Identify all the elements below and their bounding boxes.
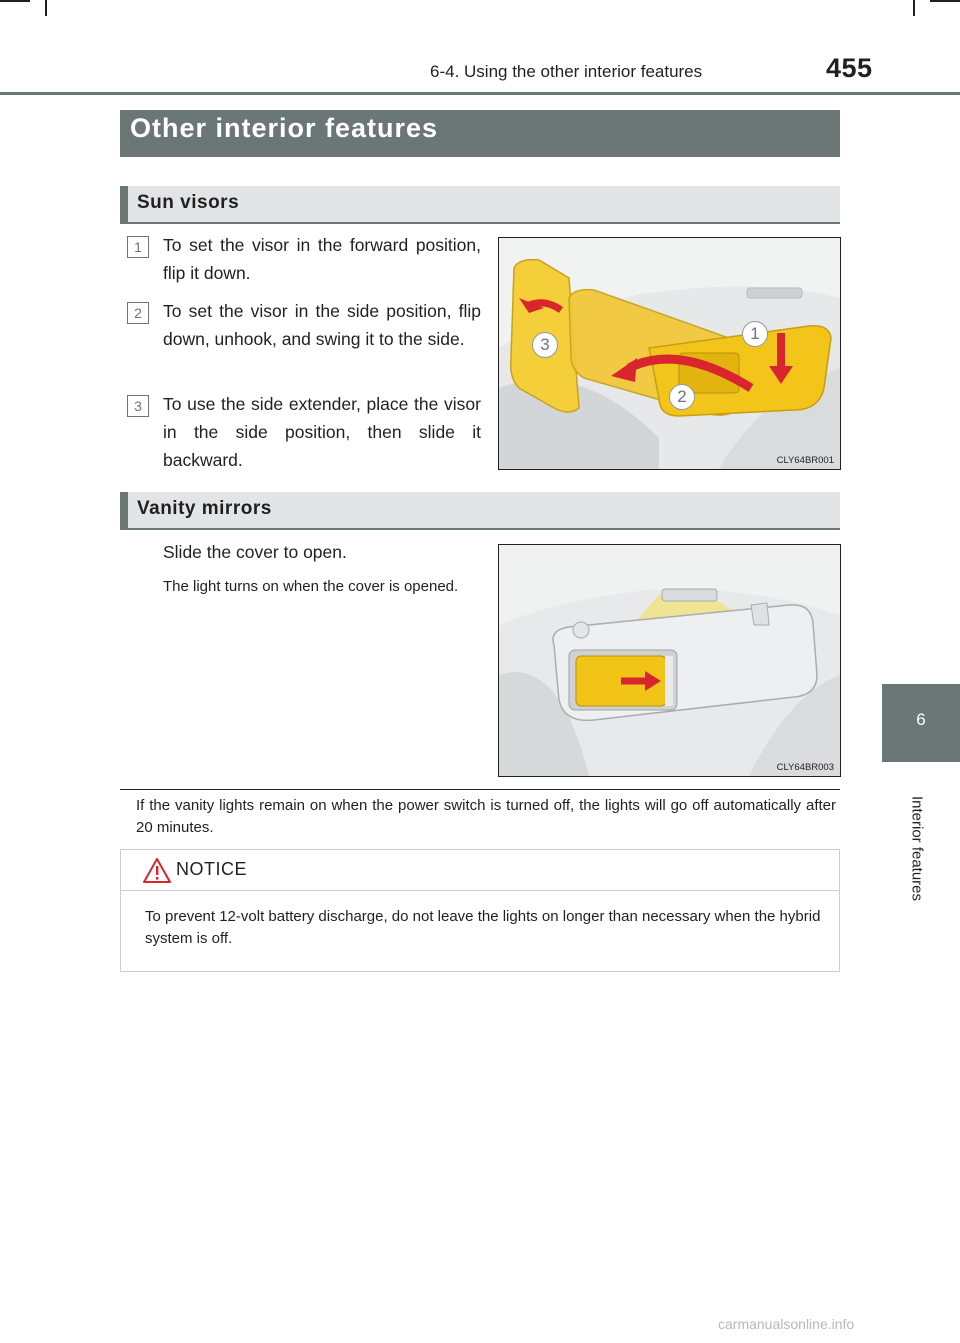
crop-mark-top-left	[0, 0, 30, 2]
section-divider	[120, 789, 840, 790]
subheading-sun-visors	[120, 186, 840, 224]
chapter-label: Interior features	[908, 795, 926, 902]
subheading-vanity-mirrors	[120, 492, 840, 530]
callout-1: 1	[742, 321, 768, 347]
step-text-2: To set the visor in the side position, flip down, unhook, and swing it to the side.	[163, 301, 481, 349]
figure-code: CLY64BR001	[776, 455, 834, 466]
vanity-mirror-figure	[498, 544, 841, 777]
figure-code: CLY64BR003	[776, 762, 834, 773]
notice-body: To prevent 12-volt battery discharge, do not leave the lights on longer than necessary when the hybrid system is off.	[145, 908, 821, 947]
step-text-1: To set the visor in the forward position, flip it down.	[163, 235, 481, 283]
subheading-accent	[120, 492, 128, 530]
header-rule	[0, 92, 960, 95]
notice-header	[121, 850, 839, 891]
running-header-section: 6-4. Using the other interior features	[430, 62, 703, 81]
page-title: Other interior features	[130, 113, 439, 143]
subheading-text: Sun visors	[137, 192, 240, 213]
step-number-3: 3	[127, 395, 149, 417]
subheading-accent	[120, 186, 128, 224]
crop-mark-top-right-v	[913, 0, 915, 16]
watermark: carmanualsonline.info	[718, 1316, 855, 1332]
callout-3: 3	[532, 332, 558, 358]
page-number: 455	[826, 53, 873, 83]
subheading-text: Vanity mirrors	[137, 498, 272, 519]
notice-box	[120, 849, 840, 972]
chapter-number: 6	[916, 710, 926, 729]
warning-triangle-icon	[143, 858, 171, 883]
vanity-instruction: Slide the cover to open.	[163, 542, 347, 562]
callout-2: 2	[669, 384, 695, 410]
vanity-mirror-illustration	[499, 545, 840, 776]
vanity-note: The light turns on when the cover is opened.	[163, 578, 459, 595]
auto-off-note: If the vanity lights remain on when the power switch is turned off, the lights will go off automatically after 20 minutes.	[136, 797, 836, 836]
step-text-3: To use the side extender, place the visor in the side position, then slide it backward.	[163, 394, 481, 470]
step-number-1: 1	[127, 236, 149, 258]
crop-mark-top-right	[930, 0, 960, 2]
crop-mark-top-left-v	[45, 0, 47, 16]
notice-title: NOTICE	[176, 859, 248, 879]
step-number-2: 2	[127, 302, 149, 324]
sun-visor-figure	[498, 237, 841, 470]
